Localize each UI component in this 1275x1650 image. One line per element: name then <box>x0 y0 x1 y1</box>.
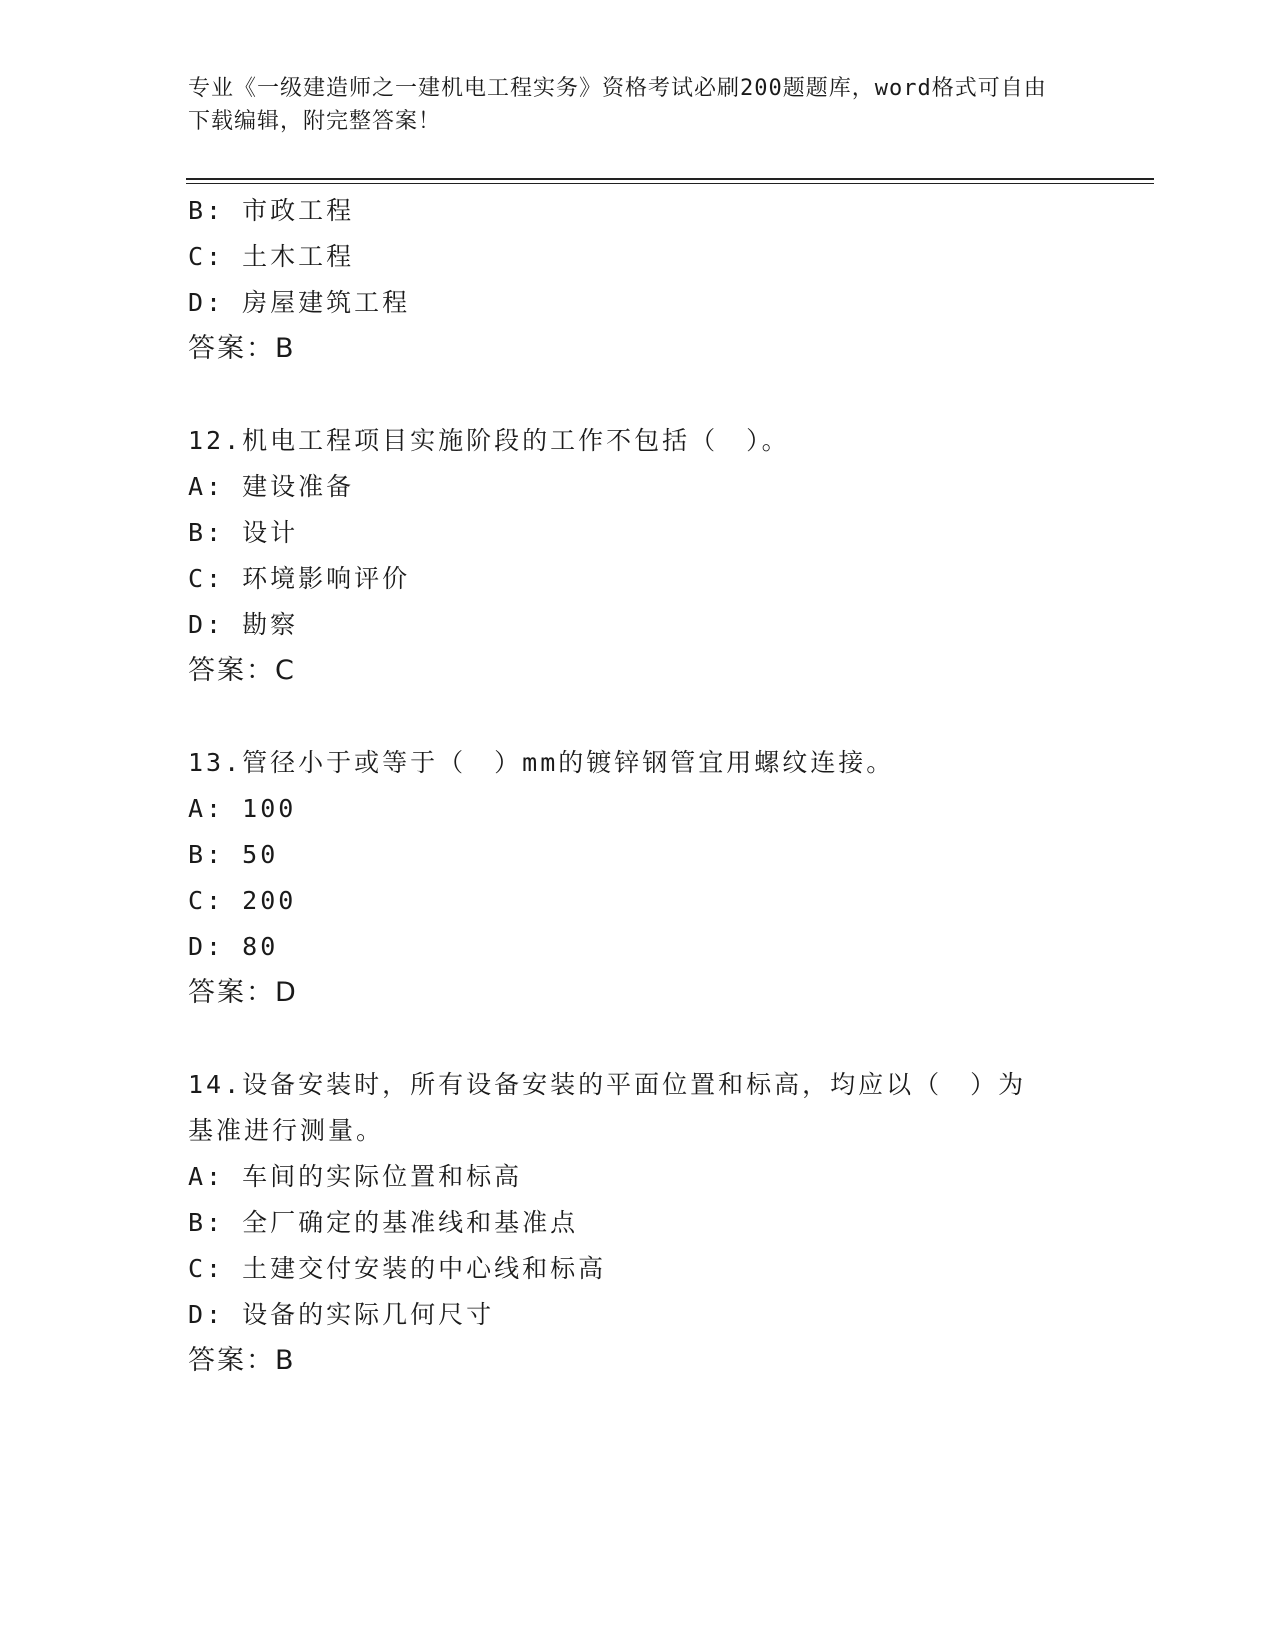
question-block-14 <box>188 1062 1148 1384</box>
question-text: 13.管径小于或等于（ ）mm的镀锌钢管宜用螺纹连接。 <box>188 748 895 777</box>
answer-line: 答案：B <box>188 1345 296 1376</box>
option-c: C: 环境影响评价 <box>188 564 411 593</box>
option-c: C: 土木工程 <box>188 242 355 271</box>
option-a: A: 车间的实际位置和标高 <box>188 1162 523 1191</box>
document-header: 专业《一级建造师之一建机电工程实务》资格考试必刷200题题库，word格式可自由下载编辑，附完整答案！ <box>188 76 1047 134</box>
option-b: B: 市政工程 <box>188 196 355 225</box>
option-b: B: 50 <box>188 840 279 869</box>
option-b: B: 全厂确定的基准线和基准点 <box>188 1208 579 1237</box>
question-block-12 <box>188 418 1148 694</box>
option-a: A: 建设准备 <box>188 472 355 501</box>
question-block-11-tail <box>188 188 1148 372</box>
answer-line: 答案：B <box>188 333 296 364</box>
option-c: C: 200 <box>188 886 297 915</box>
question-block-13 <box>188 740 1148 1016</box>
option-a: A: 100 <box>188 794 297 823</box>
answer-line: 答案：D <box>188 977 298 1008</box>
question-list <box>188 188 1148 1384</box>
header-rule-thick <box>186 178 1154 180</box>
option-d: D: 勘察 <box>188 610 299 639</box>
header-rule-thin <box>186 183 1154 184</box>
option-c: C: 土建交付安装的中心线和标高 <box>188 1254 607 1283</box>
answer-line: 答案：C <box>188 655 296 686</box>
option-b: B: 设计 <box>188 518 299 547</box>
question-text: 12.机电工程项目实施阶段的工作不包括（ ）。 <box>188 426 790 455</box>
question-text: 14.设备安装时，所有设备安装的平面位置和标高，均应以（ ）为基准进行测量。 <box>188 1070 1027 1145</box>
option-d: D: 设备的实际几何尺寸 <box>188 1300 495 1329</box>
option-d: D: 80 <box>188 932 279 961</box>
option-d: D: 房屋建筑工程 <box>188 288 411 317</box>
